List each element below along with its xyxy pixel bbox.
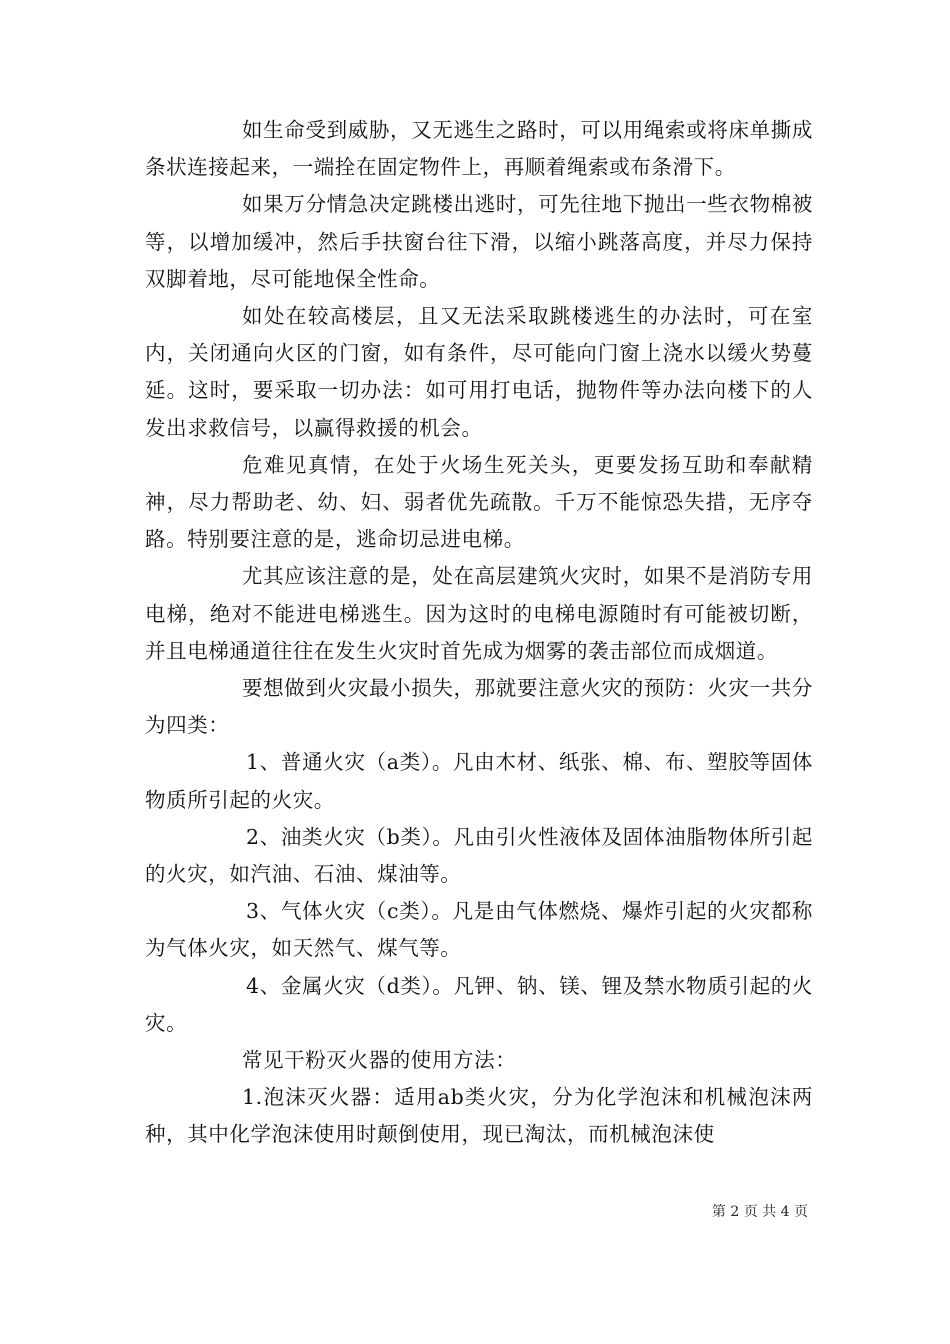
list-item-class-b: 2、油类火灾（b类）。凡由引火性液体及固体油脂物体所引起的火灾，如汽油、石油、煤油等。 [145, 824, 813, 887]
document-body [145, 112, 813, 1154]
page-number-footer: 第 2 页 共 4 页 [711, 1204, 808, 1220]
paragraph-high-floor: 如处在较高楼层，且又无法采取跳楼逃生的办法时，可在室内，关闭通向火区的门窗，如有条件，尽可能向门窗上浇水以缓火势蔓延。这时，要采取一切办法：如可用打电话，抛物件等办法向楼下的人发出求救信号，以赢得救援的机会。 [145, 304, 813, 440]
list-item-class-d: 4、金属火灾（d类）。凡钾、钠、镁、锂及禁水物质引起的火灾。 [145, 973, 813, 1035]
paragraph-jump-escape: 如果万分情急决定跳楼出逃时，可先往地下抛出一些衣物棉被等，以增加缓冲，然后手扶窗台往下滑，以缩小跳落高度，并尽力保持双脚着地，尽可能地保全性命。 [145, 192, 813, 291]
paragraph-elevator-warning: 尤其应该注意的是，处在高层建筑火灾时，如果不是消防专用电梯，绝对不能进电梯逃生。因为这时的电梯电源随时有可能被切断，并且电梯通道往往在发生火灾时首先成为烟雾的袭击部位而成烟道。 [145, 564, 813, 663]
paragraph-extinguisher-heading: 常见干粉灭火器的使用方法： [242, 1048, 517, 1073]
paragraph-mutual-aid: 危难见真情，在处于火场生死关头，更要发扬互助和奉献精神，尽力帮助老、幼、妇、弱者优先疏散。千万不能惊恐失措，无序夺路。特别要注意的是，逃命切忌进电梯。 [145, 452, 813, 552]
paragraph-foam-extinguisher: 1.泡沫灭火器：适用ab类火灾，分为化学泡沫和机械泡沫两种，其中化学泡沫使用时颠倒使用，现已淘汰，而机械泡沫使 [145, 1085, 813, 1147]
list-item-class-c: 3、气体火灾（c类）。凡是由气体燃烧、爆炸引起的火灾都称为气体火灾，如天然气、煤气等。 [145, 899, 813, 961]
paragraph-fire-classes-intro: 要想做到火灾最小损失，那就要注意火灾的预防：火灾一共分为四类： [145, 676, 813, 738]
paragraph-rope-escape: 如生命受到威胁，又无逃生之路时，可以用绳索或将床单撕成条状连接起来，一端拴在固定物件上，再顺着绳索或布条滑下。 [145, 118, 813, 180]
list-item-class-a: 1、普通火灾（a类）。凡由木材、纸张、棉、布、塑胶等固体物质所引起的火灾。 [145, 750, 813, 812]
